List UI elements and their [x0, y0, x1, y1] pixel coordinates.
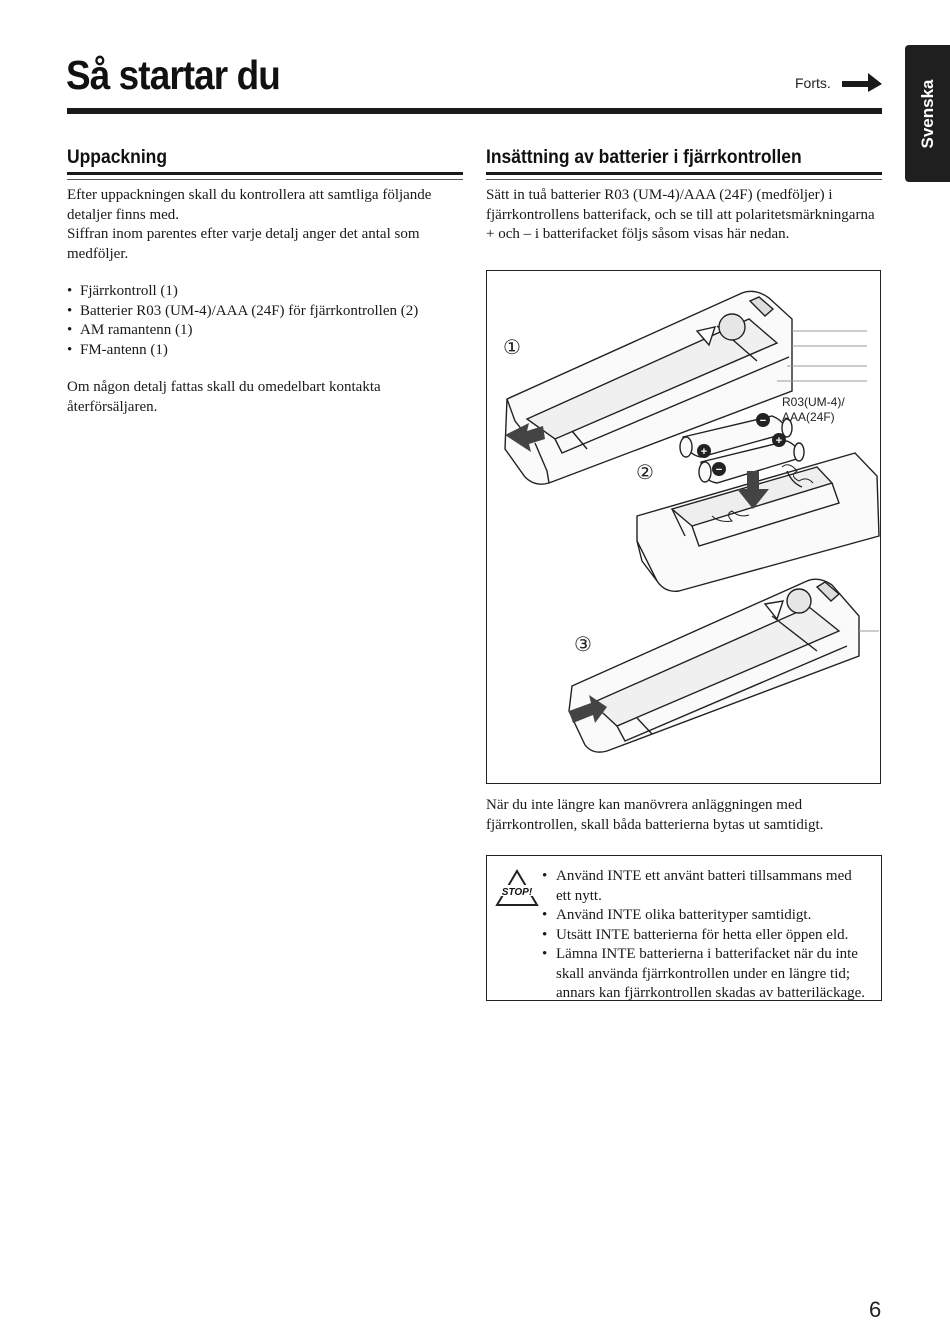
- unpacking-intro: [67, 186, 467, 264]
- language-tab-label: Svenska: [917, 79, 937, 148]
- list-item: • Utsätt INTE batterierna för hetta eller öppen eld.: [542, 926, 867, 946]
- list-item: • Använd INTE olika batterityper samtidigt.: [542, 906, 867, 926]
- svg-text:−: −: [759, 415, 767, 427]
- continued-label: Forts.: [795, 75, 831, 91]
- unpacking-heading: Uppackning: [67, 147, 168, 168]
- language-tab: [905, 45, 950, 182]
- unpacking-intro-line: Siffran inom parentes efter varje detalj anger det antal som medföljer.: [67, 226, 420, 262]
- page-title: Så startar du: [66, 52, 280, 98]
- battery-type-label-line: R03(UM-4)/: [782, 395, 845, 409]
- remote-control-step3-drawing: [569, 579, 879, 752]
- list-item: • Lämna INTE batterierna i batterifacket när du inte skall använda fjärrkontrollen under en längre tid; annars kan fjärrkontrollen skadas av batteriläckage.: [542, 945, 867, 1004]
- list-item: • FM-antenn (1): [67, 341, 467, 361]
- step-1-marker: ①: [503, 337, 521, 359]
- batteries-heading: Insättning av batterier i fjärrkontrollen: [486, 147, 802, 168]
- batteries-heading-thin-rule: [486, 179, 882, 180]
- battery-type-label: [782, 395, 845, 425]
- unpacking-item-list: [67, 282, 467, 360]
- stop-label: STOP!: [501, 887, 533, 898]
- battery-type-label-line: AAA(24F): [782, 410, 835, 424]
- step-3-marker: ③: [574, 634, 592, 656]
- svg-text:+: +: [775, 435, 783, 447]
- batteries-heading-rule: [486, 172, 882, 175]
- unpacking-note: Om någon detalj fattas skall du omedelbart kontakta återförsäljaren.: [67, 379, 381, 415]
- svg-text:+: +: [700, 446, 708, 458]
- unpacking-heading-rule: [67, 172, 463, 175]
- title-rule: [67, 108, 882, 114]
- step-2-marker: ②: [636, 462, 654, 484]
- svg-text:−: −: [715, 464, 723, 476]
- page-number: 6: [869, 1297, 882, 1322]
- unpacking-heading-thin-rule: [67, 179, 463, 180]
- list-item: • Batterier R03 (UM-4)/AAA (24F) för fjärrkontrollen (2): [67, 302, 467, 322]
- continued-arrow-icon: [840, 72, 884, 94]
- battery-insertion-illustration: [487, 271, 880, 783]
- batteries-replace-note: När du inte längre kan manövrera anläggningen med fjärrkontrollen, skall båda batterierna bytas ut samtidigt.: [486, 797, 824, 833]
- list-item: • AM ramantenn (1): [67, 321, 467, 341]
- stop-warning-icon: [495, 868, 539, 908]
- unpacking-intro-line: Efter uppackningen skall du kontrollera att samtliga följande detaljer finns med.: [67, 187, 432, 223]
- caution-list: [542, 867, 867, 1004]
- batteries-intro: Sätt in tuå batterier R03 (UM-4)/AAA (24F) (medföljer) i fjärrkontrollens batterifack, och se till att polaritetsmärkningarna + och – i batterifacket följs såsom visas här nedan.: [486, 187, 875, 242]
- list-item: • Använd INTE ett använt batteri tillsammans med ett nytt.: [542, 867, 867, 906]
- list-item: • Fjärrkontroll (1): [67, 282, 467, 302]
